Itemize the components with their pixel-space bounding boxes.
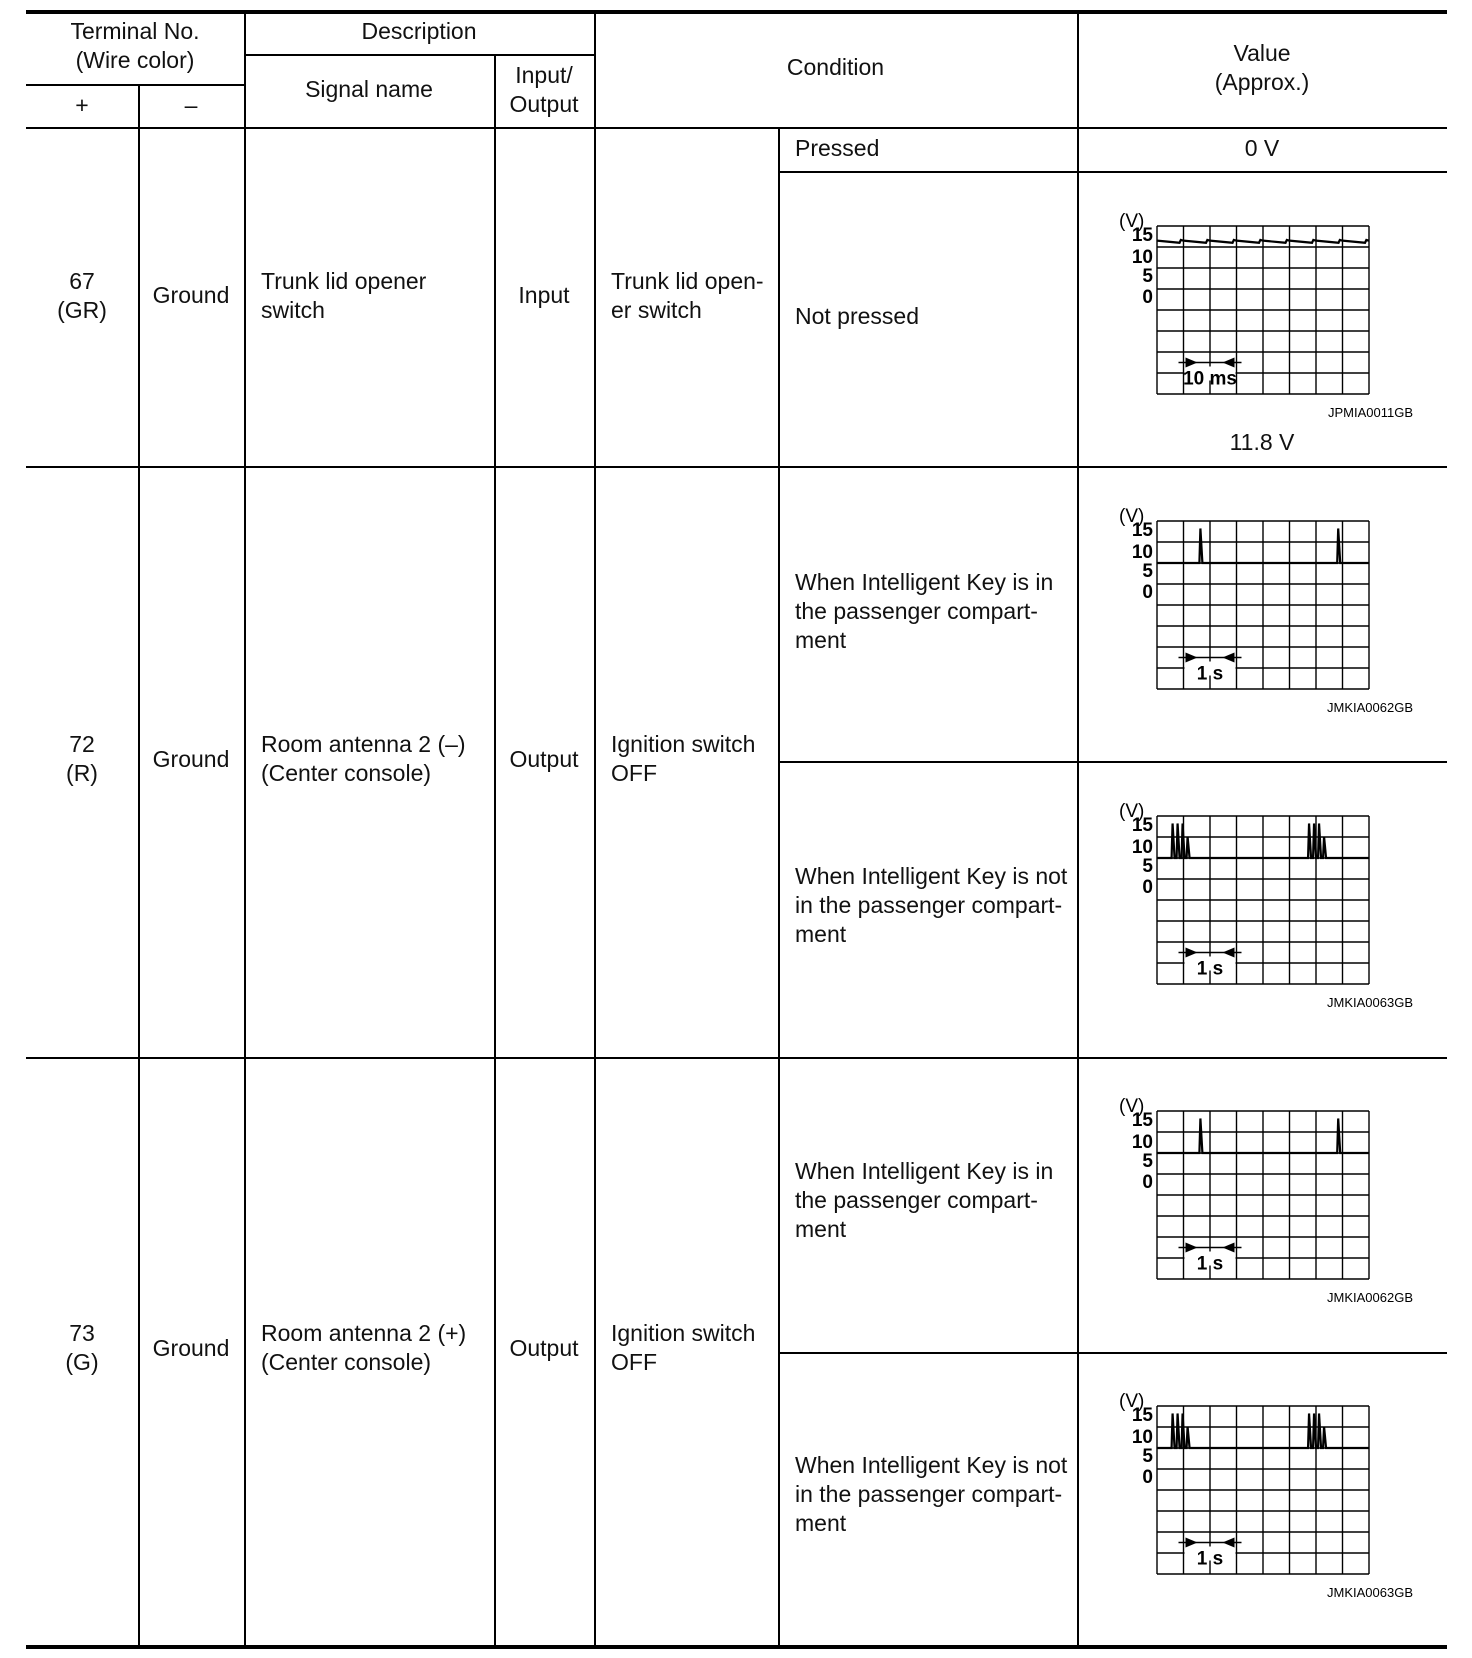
row72-state-key-not-in-2: in the passenger compart- (795, 892, 1063, 918)
scope-tick-label: 5 (1142, 1151, 1153, 1172)
scope-tick-label: 0 (1142, 582, 1153, 603)
header-input-output-2: Output (509, 91, 579, 117)
scope-tick-label: 0 (1142, 287, 1153, 308)
waveform-figure (1117, 1393, 1417, 1643)
figure-code: JMKIA0063GB (1327, 995, 1413, 1010)
row73-sub-divider (778, 1352, 1447, 1354)
row72-sub-divider (778, 761, 1447, 763)
scope-tick-label: 0 (1142, 1467, 1153, 1488)
row67-state-pressed: Pressed (795, 135, 880, 161)
scope-tick-label: 0 (1142, 877, 1153, 898)
figure-code: JMKIA0062GB (1327, 700, 1413, 715)
scope-tick-label: 10 (1131, 1427, 1153, 1448)
row72-ground: Ground (152, 746, 230, 772)
row67-state-not-pressed: Not pressed (795, 303, 920, 329)
scope-time-scale: 10 ms (1183, 368, 1237, 390)
scope-time-scale: 1 s (1196, 663, 1224, 685)
row67-value-pressed: 0 V (1244, 135, 1280, 161)
row73-state-key-in-1: When Intelligent Key is in (795, 1158, 1054, 1184)
header-divider-description (244, 54, 594, 56)
row67-condition-2: er switch (611, 297, 702, 323)
row73-signal-2: (Center console) (261, 1349, 432, 1375)
scope-unit-label: (V) (1119, 508, 1145, 527)
row67-wire-color: (GR) (57, 297, 107, 323)
header-input-output-1: Input/ (515, 62, 573, 88)
row73-state-key-in-3: ment (795, 1216, 847, 1242)
row73-state-key-in-2: the passenger compart- (795, 1187, 1038, 1213)
scope-tick-label: 5 (1142, 856, 1153, 877)
row73-state-key-not-in-2: in the passenger compart- (795, 1481, 1063, 1507)
row67-sub-divider (778, 171, 1447, 173)
row67-signal-2: switch (261, 297, 325, 323)
scope-time-scale: 1 s (1196, 1548, 1224, 1570)
header-minus: – (184, 92, 198, 118)
row72-state-key-not-in-3: ment (795, 921, 847, 947)
scope-scale-arrow (1186, 1243, 1198, 1253)
scope-unit-label: (V) (1119, 1393, 1145, 1412)
row67-ground: Ground (152, 282, 230, 308)
scope-tick-label: 15 (1131, 520, 1153, 541)
header-signal-name: Signal name (305, 76, 433, 102)
row72-state-key-in-1: When Intelligent Key is in (795, 569, 1054, 595)
row72-condition-1: Ignition switch (611, 731, 756, 757)
scope-tick-label: 10 (1131, 1132, 1153, 1153)
row73-condition-1: Ignition switch (611, 1320, 756, 1346)
row67-signal-1: Trunk lid opener (261, 268, 427, 294)
scope-tick-label: 15 (1131, 225, 1153, 246)
scope-tick-label: 10 (1131, 542, 1153, 563)
row73-signal-1: Room antenna 2 (+) (261, 1320, 467, 1346)
col-divider-plus-minus (138, 84, 140, 1647)
scope-scale-arrow (1223, 1538, 1235, 1548)
scope-scale-arrow (1186, 653, 1198, 663)
figure-code: JMKIA0062GB (1327, 1290, 1413, 1305)
scope-scale-arrow (1223, 358, 1235, 368)
scope-tick-label: 15 (1131, 1405, 1153, 1426)
scope-time-scale: 1 s (1196, 1253, 1224, 1275)
header-value-2: (Approx.) (1214, 69, 1310, 95)
row72-signal-2: (Center console) (261, 760, 432, 786)
header-condition: Condition (786, 54, 885, 80)
row73-wire-color: (G) (65, 1349, 99, 1375)
row72-terminal: 72 (69, 731, 95, 757)
row72-wire-color: (R) (66, 760, 98, 786)
row73-ground: Ground (152, 1335, 230, 1361)
row67-condition-1: Trunk lid open- (611, 268, 764, 294)
row72-io: Output (509, 746, 579, 772)
scope-tick-label: 15 (1131, 815, 1153, 836)
col-divider-minus-signal (244, 12, 246, 1647)
row72-state-key-in-3: ment (795, 627, 847, 653)
scope-scale-arrow (1223, 948, 1235, 958)
scope-tick-label: 5 (1142, 561, 1153, 582)
waveform-figure (1117, 1098, 1417, 1348)
col-divider-condition-value (1077, 12, 1079, 1647)
scope-scale-arrow (1186, 358, 1198, 368)
scope-tick-label: 10 (1131, 247, 1153, 268)
figure-code: JMKIA0063GB (1327, 1585, 1413, 1600)
scope-scale-arrow (1186, 1538, 1198, 1548)
scope-tick-label: 10 (1131, 837, 1153, 858)
row72-state-key-in-2: the passenger compart- (795, 598, 1038, 624)
table-bottom-border (26, 1645, 1447, 1649)
row67-terminal: 67 (69, 268, 95, 294)
col-divider-condition-state (778, 127, 780, 1647)
scope-tick-label: 5 (1142, 266, 1153, 287)
scope-tick-label: 15 (1131, 1110, 1153, 1131)
row73-io: Output (509, 1335, 579, 1361)
row73-terminal: 73 (69, 1320, 95, 1346)
scope-unit-label: (V) (1119, 213, 1145, 232)
row-divider-67-72 (26, 466, 1447, 468)
row72-signal-1: Room antenna 2 (–) (261, 731, 466, 757)
waveform-figure (1117, 213, 1417, 463)
table-top-border (26, 10, 1447, 14)
scope-tick-label: 0 (1142, 1172, 1153, 1193)
header-description: Description (361, 18, 477, 44)
header-wire-color: (Wire color) (75, 47, 195, 73)
row73-state-key-not-in-1: When Intelligent Key is not (795, 1452, 1068, 1478)
scope-scale-arrow (1186, 948, 1198, 958)
header-bottom-border (26, 127, 1447, 129)
row-divider-72-73 (26, 1057, 1447, 1059)
row73-state-key-not-in-3: ment (795, 1510, 847, 1536)
scope-time-scale: 1 s (1196, 958, 1224, 980)
header-divider-terminal (26, 84, 244, 86)
waveform-figure (1117, 803, 1417, 1053)
row73-condition-2: OFF (611, 1349, 657, 1375)
scope-unit-label: (V) (1119, 803, 1145, 822)
waveform-figure (1117, 508, 1417, 758)
header-plus: + (75, 92, 89, 118)
scope-scale-arrow (1223, 653, 1235, 663)
row72-condition-2: OFF (611, 760, 657, 786)
scope-scale-arrow (1223, 1243, 1235, 1253)
col-divider-io-condition (594, 12, 596, 1647)
row67-value-not-pressed: 11.8 V (1229, 429, 1295, 455)
figure-code: JPMIA0011GB (1327, 405, 1413, 420)
header-terminal-no: Terminal No. (70, 18, 200, 44)
scope-tick-label: 5 (1142, 1446, 1153, 1467)
scope-unit-label: (V) (1119, 1098, 1145, 1117)
row72-state-key-not-in-1: When Intelligent Key is not (795, 863, 1068, 889)
header-value-1: Value (1233, 40, 1291, 66)
row67-io: Input (518, 282, 570, 308)
